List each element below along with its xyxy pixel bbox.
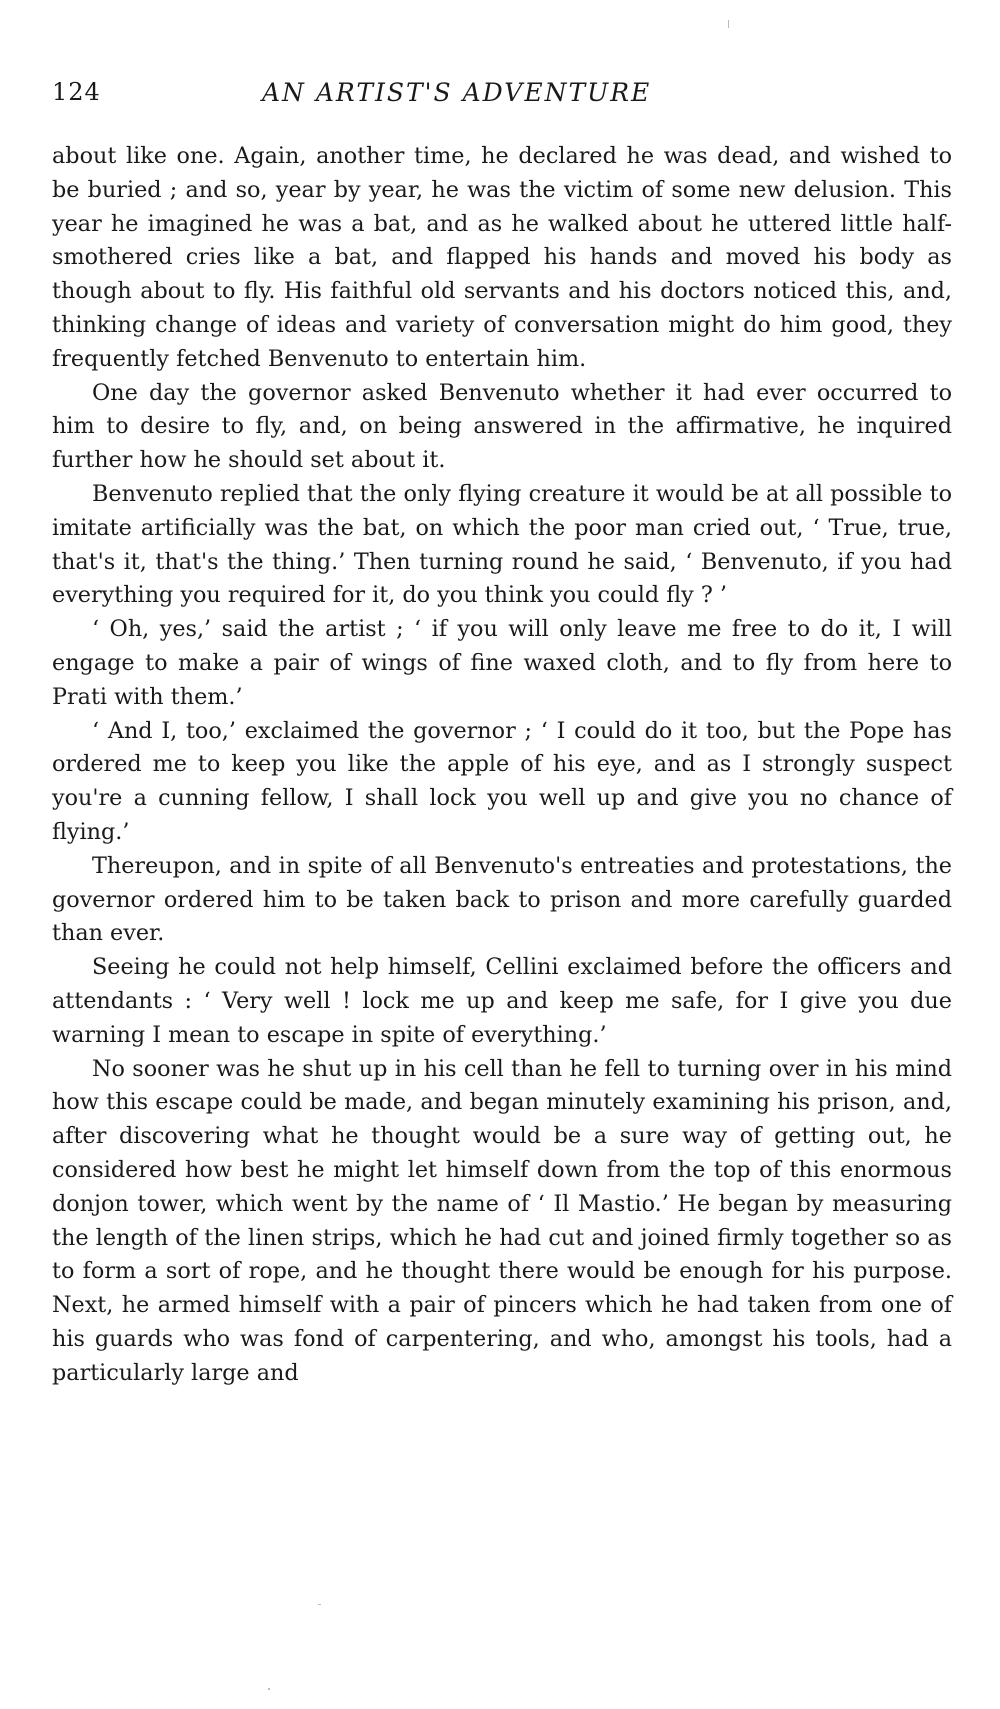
paper-speck	[728, 20, 729, 28]
paragraph: One day the governor asked Benvenuto whether it had ever occurred to him to desire to fly, and, on being answered in the affirmative, he inquired further how he should set about it.	[52, 379, 952, 474]
paragraph: Thereupon, and in spite of all Benvenuto's entreaties and protestations, the governor ordered him to be taken back to prison and more carefully guarded than ever.	[52, 852, 952, 947]
paper-speck	[268, 1688, 270, 1690]
paper-speck	[318, 1604, 321, 1605]
paragraph: No sooner was he shut up in his cell than he fell to turning over in his mind how this escape could be made, and began minutely examining his prison, and, after discovering what he thought would be a sure way of getting out, he considered how best he might let himself down from the top of this enormous donjon tower, which went by the name of ‘ Il Mastio.’ He began by measuring the length of the linen strips, which he had cut and joined firmly together so as to form a sort of rope, and he thought there would be enough for his purpose. Next, he armed himself with a pair of pincers which he had taken from one of his guards who was fond of carpentering, and who, amongst his tools, had a particularly large and	[52, 1055, 952, 1386]
paragraph: Benvenuto replied that the only flying creature it would be at all possible to imitate artificially was the bat, on which the poor man cried out, ‘ True, true, that's it, that's the thing.’ Then turning round he said, ‘ Benvenuto, if you had everything you required for it, do you think you could fly ? ’	[52, 480, 952, 609]
paragraph: about like one. Again, another time, he declared he was dead, and wished to be buried ; and so, year by year, he was the victim of some new delusion. This year he imagined he was a bat, and as he walked about he uttered little half-smothered cries like a bat, and flapped his hands and moved his body as though about to fly. His faithful old servants and his doctors noticed this, and, thinking change of ideas and variety of conversation might do him good, they frequently fetched Benvenuto to entertain him.	[52, 143, 952, 372]
paragraph: ‘ Oh, yes,’ said the artist ; ‘ if you will only leave me free to do it, I will engage to make a pair of wings of fine waxed cloth, and to fly from here to Prati with them.’	[52, 616, 952, 710]
paragraph: ‘ And I, too,’ exclaimed the governor ; ‘ I could do it too, but the Pope has ordered me to keep you like the apple of his eye, and as I strongly suspect you're a cunning fellow, I shall lock you well up and give you no chance of flying.’	[52, 717, 952, 845]
body-text	[52, 140, 952, 1390]
page-number: 124	[52, 78, 101, 106]
paragraph: Seeing he could not help himself, Cellini exclaimed before the officers and attendants : ‘ Very well ! lock me up and keep me safe, for I give you due warning I mean to escape in spite of everything.’	[52, 954, 952, 1048]
page-header	[52, 78, 952, 118]
running-title: AN ARTIST'S ADVENTURE	[262, 78, 652, 107]
